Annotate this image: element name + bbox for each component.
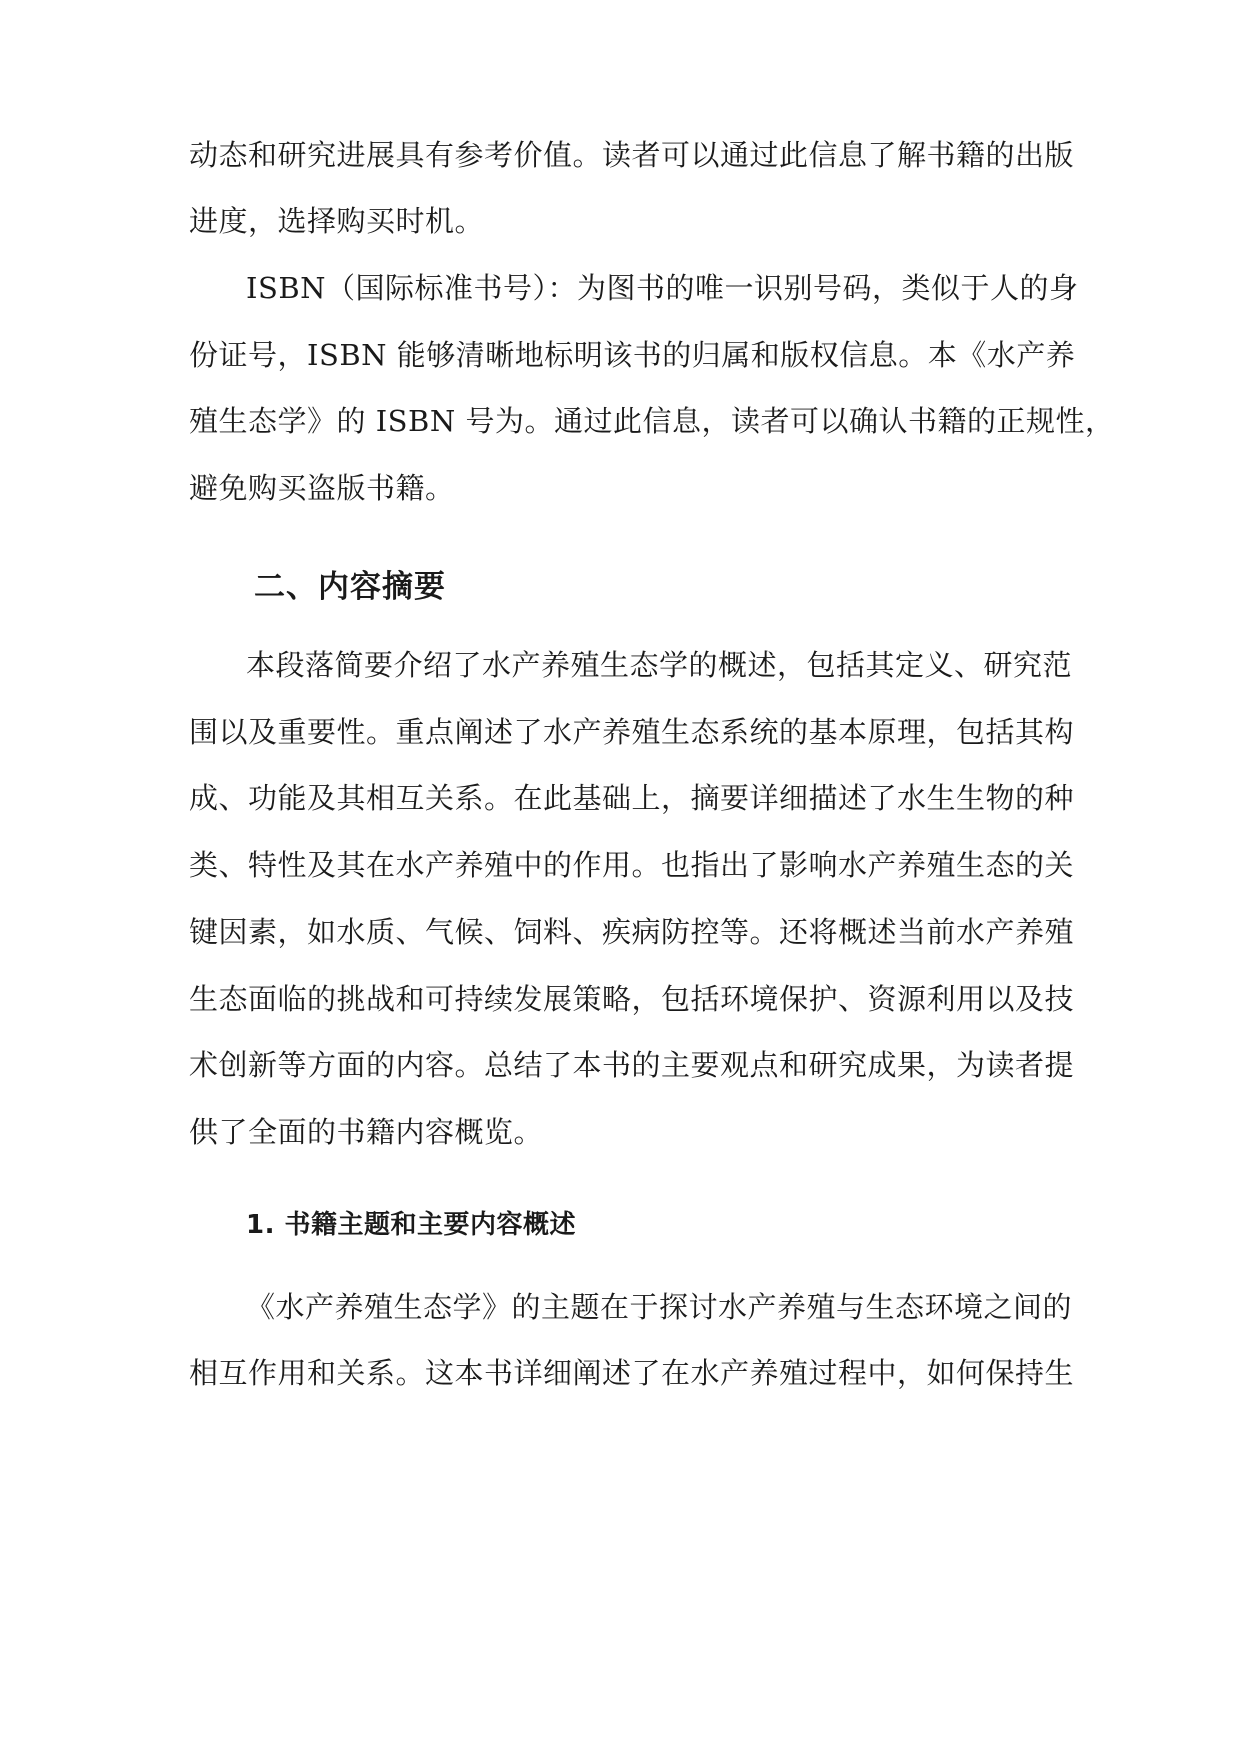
paragraph-line: 本段落简要介绍了水产养殖生态学的概述，包括其定义、研究范 [246, 648, 1073, 682]
paragraph-line: 类、特性及其在水产养殖中的作用。也指出了影响水产养殖生态的关 [189, 848, 1075, 882]
paragraph-line: 进度，选择购买时机。 [189, 204, 485, 238]
paragraph-line: 键因素，如水质、气候、饲料、疾病防控等。还将概述当前水产养殖 [189, 915, 1075, 949]
paragraph-line: 供了全面的书籍内容概览。 [189, 1115, 544, 1149]
paragraph-line: 成、功能及其相互关系。在此基础上，摘要详细描述了水生生物的种 [189, 781, 1075, 815]
paragraph-line: 份证号，ISBN 能够清晰地标明该书的归属和版权信息。本《水产养 [189, 338, 1076, 372]
paragraph-line: 动态和研究进展具有参考价值。读者可以通过此信息了解书籍的出版 [189, 138, 1075, 172]
paragraph-line: 围以及重要性。重点阐述了水产养殖生态系统的基本原理，包括其构 [189, 715, 1075, 749]
section-heading: 二、内容摘要 [254, 569, 446, 605]
paragraph-line: 《水产养殖生态学》的主题在于探讨水产养殖与生态环境之间的 [246, 1290, 1073, 1324]
paragraph-line: ISBN（国际标准书号）：为图书的唯一识别号码，类似于人的身 [246, 271, 1079, 305]
paragraph-line: 殖生态学》的 ISBN 号为。通过此信息，读者可以确认书籍的正规性， [189, 404, 1115, 438]
paragraph-line: 术创新等方面的内容。总结了本书的主要观点和研究成果，为读者提 [189, 1048, 1075, 1082]
subsection-heading: 1. 书籍主题和主要内容概述 [246, 1210, 577, 1240]
paragraph-line: 生态面临的挑战和可持续发展策略，包括环境保护、资源利用以及技 [189, 982, 1075, 1016]
paragraph-line: 避免购买盗版书籍。 [189, 471, 455, 505]
paragraph-line: 相互作用和关系。这本书详细阐述了在水产养殖过程中，如何保持生 [189, 1356, 1075, 1390]
